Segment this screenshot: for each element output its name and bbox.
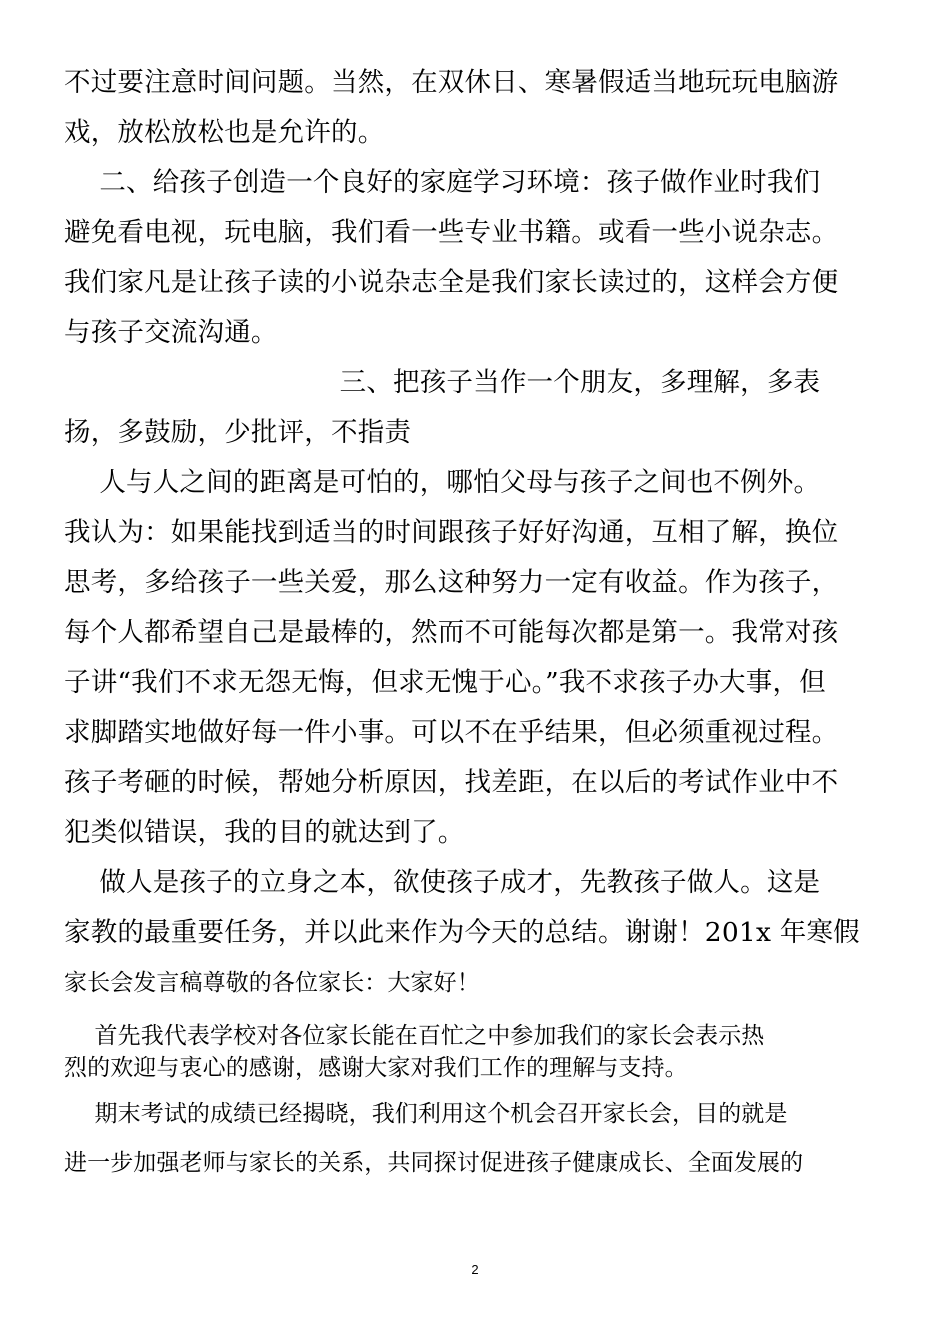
text-line: 三、把孩子当作一个朋友，多理解，多表 [64,367,821,398]
text-line: 我认为：如果能找到适当的时间跟孩子好好沟通，互相了解，换位 [64,517,839,548]
text-line: 做人是孩子的立身之本，欲使孩子成才，先教孩子做人。这是 [64,867,821,898]
text-line: 期末考试的成绩已经揭晓，我们利用这个机会召开家长会，目的就是 [64,1101,788,1127]
text-line: 首先我代表学校对各位家长能在百忙之中参加我们的家长会表示热 [64,1023,765,1049]
text-line: 家长会发言稿尊敬的各位家长：大家好！ [64,970,480,996]
text-line: 求脚踏实地做好每一件小事。可以不在乎结果，但必须重视过程。 [64,717,839,748]
text-line: 与孩子交流沟通。 [64,317,278,348]
text-line: 我们家凡是让孩子读的小说杂志全是我们家长读过的，这样会方便 [64,267,839,298]
text-line: 子讲“我们不求无怨无悔，但求无愧于心。”我不求孩子办大事，但 [64,667,826,698]
text-line: 戏，放松放松也是允许的。 [64,117,385,148]
text-line: 犯类似错误，我的目的就达到了。 [64,817,465,848]
text-line: 避免看电视，玩电脑，我们看一些专业书籍。或看一些小说杂志。 [64,217,839,248]
text-line: 思考，多给孩子一些关爱，那么这种努力一定有收益。作为孩子， [64,567,839,598]
text-line: 孩子考砸的时候，帮她分析原因，找差距，在以后的考试作业中不 [64,767,839,798]
text-line: 进一步加强老师与家长的关系，共同探讨促进孩子健康成长、全面发展的 [64,1150,804,1176]
text-line: 不过要注意时间问题。当然，在双休日、寒暑假适当地玩玩电脑游 [64,67,839,98]
text-line: 二、给孩子创造一个良好的家庭学习环境：孩子做作业时我们 [64,167,821,198]
text-line: 家教的最重要任务，并以此来作为今天的总结。谢谢！201x 年寒假 [64,917,860,948]
text-line: 每个人都希望自己是最棒的，然而不可能每次都是第一。我常对孩 [64,617,839,648]
text-line: 人与人之间的距离是可怕的，哪怕父母与孩子之间也不例外。 [64,467,821,498]
page-number: 2 [471,1262,479,1277]
text-line: 烈的欢迎与衷心的感谢，感谢大家对我们工作的理解与支持。 [64,1055,688,1081]
text-line: 扬，多鼓励，少批评，不指责 [64,417,412,448]
